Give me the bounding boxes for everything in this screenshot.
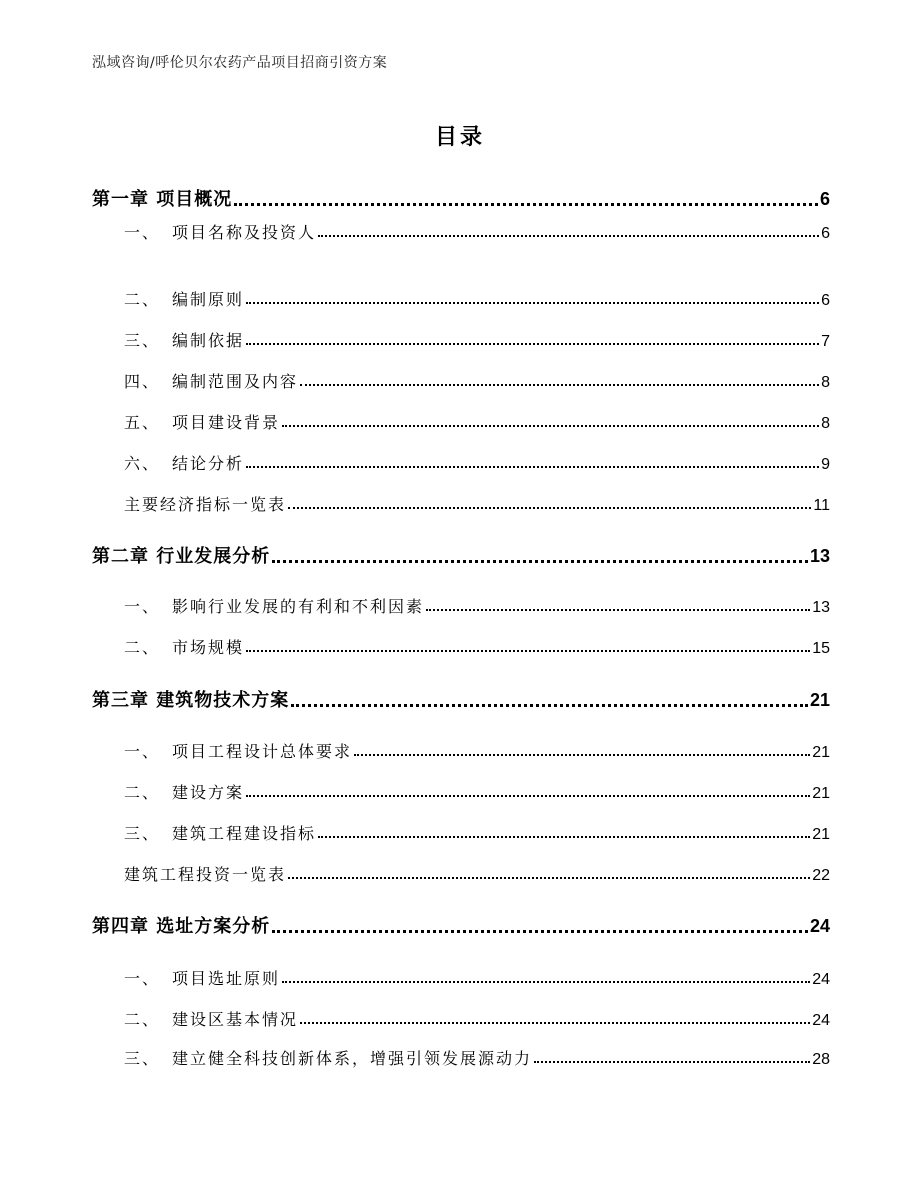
toc-section-label: 建立健全科技创新体系，增强引领发展源动力 <box>172 1049 533 1068</box>
toc-section[interactable] <box>124 594 830 617</box>
toc-chapter-label: 第一章 项目概况 <box>92 189 233 210</box>
dot-leader <box>318 235 819 237</box>
dot-leader <box>234 203 818 206</box>
toc-section-label: 编制范围及内容 <box>172 372 299 391</box>
toc-section[interactable] <box>124 410 830 433</box>
dot-leader <box>272 560 808 563</box>
toc-page-number: 6 <box>821 292 830 309</box>
dot-leader <box>291 704 808 707</box>
toc-section[interactable] <box>124 635 830 658</box>
toc-section[interactable] <box>124 287 830 310</box>
toc-section-number: 二、 <box>124 290 161 309</box>
dot-leader <box>288 507 811 509</box>
toc-section[interactable] <box>124 1046 830 1069</box>
toc-section-label: 建筑工程投资一览表 <box>124 865 287 884</box>
toc-chapter-label: 第二章 行业发展分析 <box>92 546 271 567</box>
toc-section[interactable] <box>124 369 830 392</box>
dot-leader <box>272 930 808 933</box>
toc-section-number: 二、 <box>124 638 161 657</box>
toc-page-number: 21 <box>812 826 830 843</box>
dot-leader <box>282 425 819 427</box>
toc-page-number: 8 <box>821 415 830 432</box>
toc-section-label: 编制依据 <box>172 331 245 350</box>
dot-leader <box>246 302 819 304</box>
toc-page-number: 9 <box>821 456 830 473</box>
toc-chapter[interactable] <box>92 912 830 938</box>
toc-section-number: 三、 <box>124 331 161 350</box>
toc-section-label: 建设方案 <box>172 783 245 802</box>
toc-chapter[interactable] <box>92 542 830 568</box>
dot-leader <box>426 609 810 611</box>
toc-page-number: 24 <box>812 1012 830 1029</box>
toc-chapter-label: 第四章 选址方案分析 <box>92 916 271 937</box>
toc-section-label: 影响行业发展的有利和不利因素 <box>172 597 425 616</box>
toc-section[interactable] <box>124 451 830 474</box>
toc-chapter[interactable] <box>92 686 830 712</box>
toc-section-number: 一、 <box>124 742 161 761</box>
toc-page-number: 13 <box>812 599 830 616</box>
dot-leader <box>300 384 819 386</box>
dot-leader <box>318 836 810 838</box>
toc-section[interactable] <box>124 492 830 515</box>
toc-section-number: 三、 <box>124 1049 161 1068</box>
toc-section-number: 四、 <box>124 372 161 391</box>
dot-leader <box>534 1061 810 1063</box>
toc-section[interactable] <box>124 821 830 844</box>
toc-page-number: 21 <box>812 744 830 761</box>
dot-leader <box>246 650 810 652</box>
toc-page-number: 28 <box>812 1051 830 1068</box>
toc-section-number: 三、 <box>124 824 161 843</box>
toc-page-number: 6 <box>821 225 830 242</box>
toc-page-number: 22 <box>812 867 830 884</box>
toc-section-number: 六、 <box>124 454 161 473</box>
toc-page-number: 11 <box>813 497 830 514</box>
toc-page-number: 24 <box>809 916 830 936</box>
dot-leader <box>300 1022 810 1024</box>
toc-chapter[interactable] <box>92 185 830 211</box>
toc-section-label: 建筑工程建设指标 <box>172 824 317 843</box>
toc-section-label: 项目选址原则 <box>172 969 281 988</box>
toc-section-label: 项目工程设计总体要求 <box>172 742 353 761</box>
dot-leader <box>354 754 810 756</box>
dot-leader <box>288 877 810 879</box>
toc-section[interactable] <box>124 328 830 351</box>
dot-leader <box>282 981 810 983</box>
toc-section-label: 结论分析 <box>172 454 245 473</box>
toc-page-number: 21 <box>809 690 830 710</box>
dot-leader <box>246 795 810 797</box>
page-header: 泓域咨询/呼伦贝尔农药产品项目招商引资方案 <box>92 55 388 71</box>
toc-page-number: 6 <box>819 189 830 209</box>
toc-section[interactable] <box>124 739 830 762</box>
toc-page-number: 13 <box>809 546 830 566</box>
toc-section-number: 二、 <box>124 783 161 802</box>
toc-section-number: 五、 <box>124 413 161 432</box>
toc-section-label: 建设区基本情况 <box>172 1010 299 1029</box>
toc-section-label: 项目建设背景 <box>172 413 281 432</box>
toc-section[interactable] <box>124 1007 830 1030</box>
toc-page-number: 21 <box>812 785 830 802</box>
toc-chapter-label: 第三章 建筑物技术方案 <box>92 690 290 711</box>
toc-section-label: 编制原则 <box>172 290 245 309</box>
toc-section-label: 项目名称及投资人 <box>172 223 317 242</box>
toc-section-number: 一、 <box>124 969 161 988</box>
dot-leader <box>246 343 819 345</box>
toc-section-number: 一、 <box>124 223 161 242</box>
toc-page-number: 15 <box>812 640 830 657</box>
page-title: 目录 <box>434 125 485 150</box>
toc-section[interactable] <box>124 780 830 803</box>
toc-section-label: 主要经济指标一览表 <box>124 495 287 514</box>
toc-section[interactable] <box>124 966 830 989</box>
dot-leader <box>246 466 819 468</box>
toc-page-number: 24 <box>812 971 830 988</box>
toc-section-number: 二、 <box>124 1010 161 1029</box>
toc-page-number: 7 <box>821 333 830 350</box>
toc-section-label: 市场规模 <box>172 638 245 657</box>
toc-page-number: 8 <box>821 374 830 391</box>
toc-section[interactable] <box>124 220 830 243</box>
toc-section-number: 一、 <box>124 597 161 616</box>
toc-section[interactable] <box>124 862 830 885</box>
